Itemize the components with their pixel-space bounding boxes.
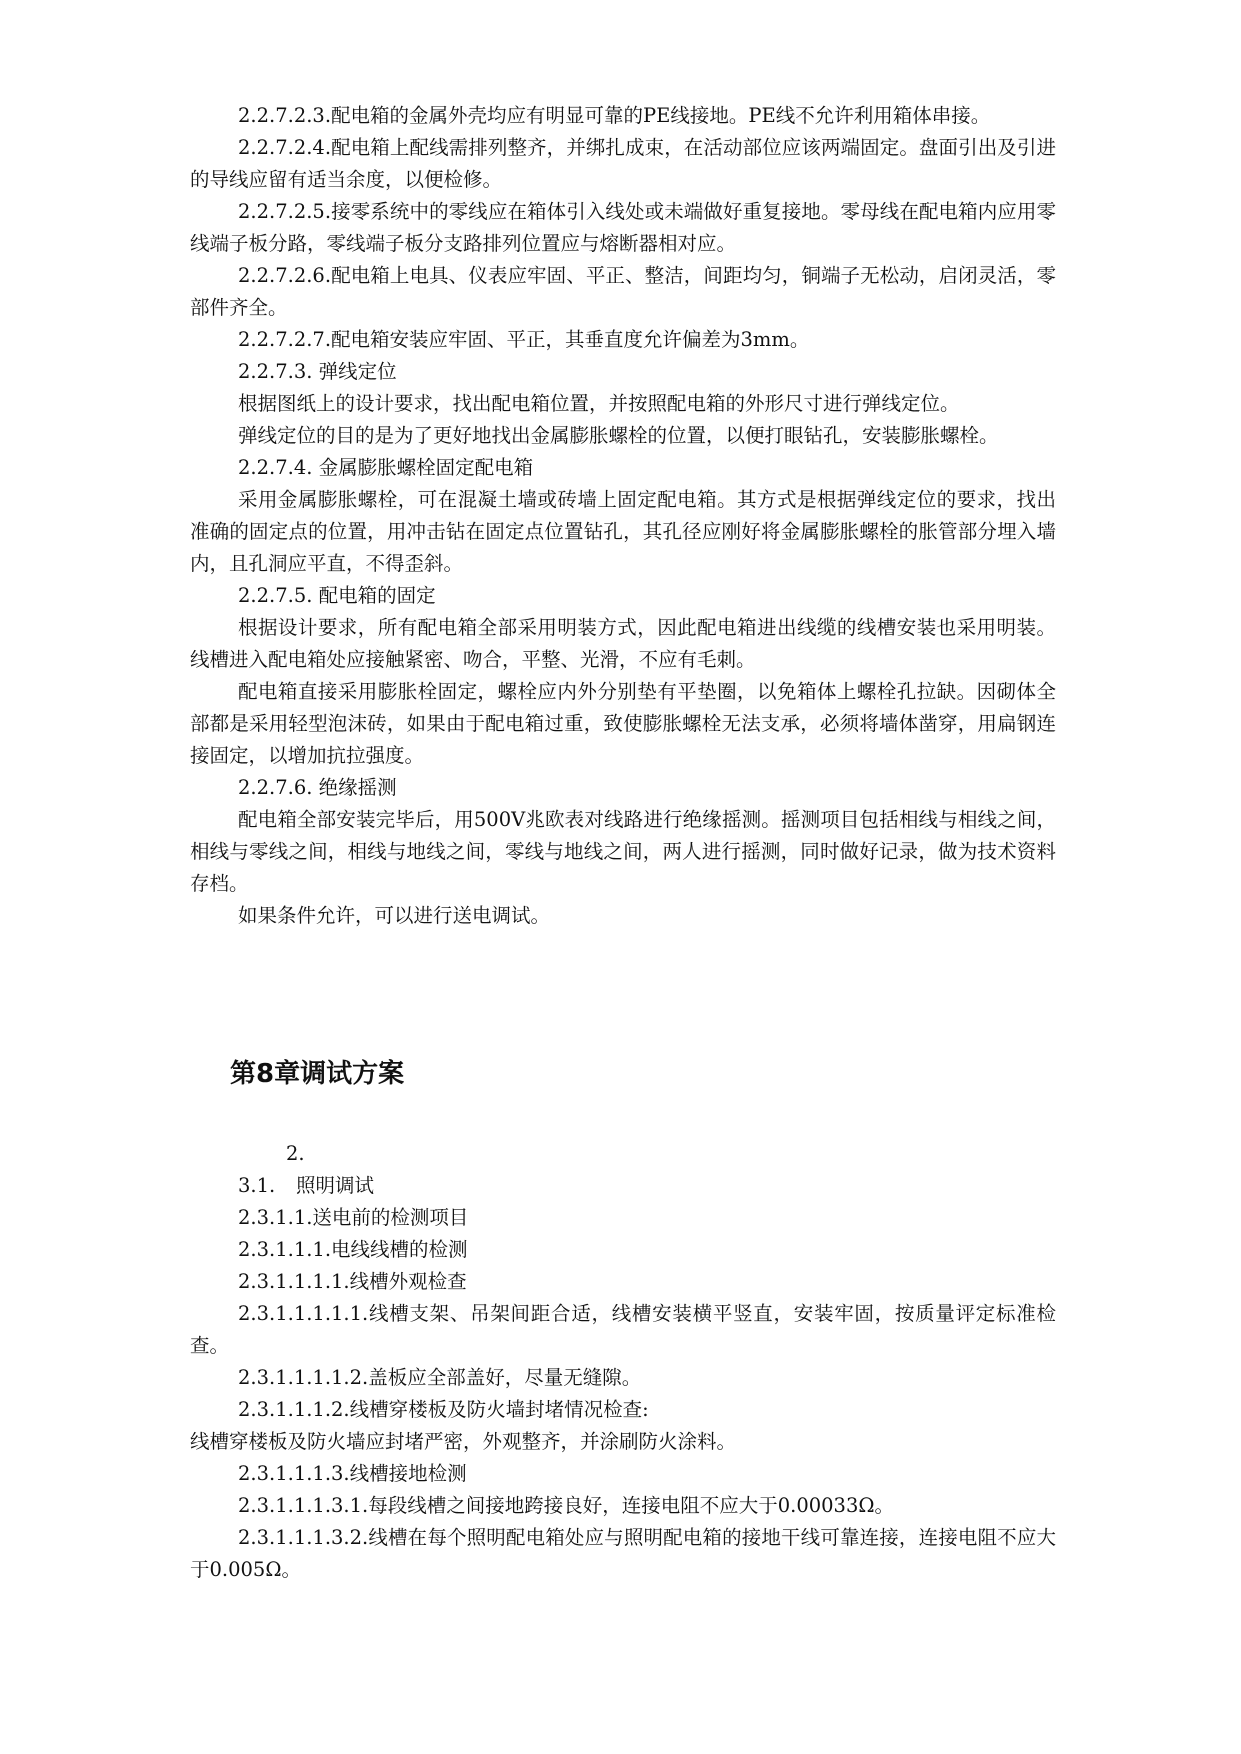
paragraph: 配电箱直接采用膨胀栓固定，螺栓应内外分别垫有平垫圈，以免箱体上螺栓孔拉缺。因砌体全部都是采用轻型泡沫砖，如果由于配电箱过重，致使膨胀螺栓无法支承，必须将墙体凿穿，用扁钢连接固定，以增加抗拉强度。 [190, 680, 1056, 767]
subsection-heading: 2.3.1.1.1.1.线槽外观检查 [238, 1270, 467, 1293]
subsection-heading: 2.2.7.5. 配电箱的固定 [238, 584, 436, 607]
subsection-heading: 2.2.7.6. 绝缘摇测 [238, 776, 397, 799]
paragraph: 根据设计要求，所有配电箱全部采用明装方式，因此配电箱进出线缆的线槽安装也采用明装。线槽进入配电箱处应接触紧密、吻合，平整、光滑，不应有毛刺。 [190, 616, 1056, 671]
paragraph: 2.3.1.1.1.3.2.线槽在每个照明配电箱处应与照明配电箱的接地干线可靠连接，连接电阻不应大于0.005Ω。 [190, 1526, 1056, 1581]
chapter-title: 第8章调试方案 [230, 1059, 405, 1089]
paragraph: 2.3.1.1.1.3.1.每段线槽之间接地跨接良好，连接电阻不应大于0.00033Ω。 [238, 1494, 895, 1517]
subsection-heading: 2.3.1.1.1.电线线槽的检测 [238, 1238, 468, 1261]
paragraph: 2.2.7.2.4.配电箱上配线需排列整齐，并绑扎成束，在活动部位应该两端固定。盘面引出及引进的导线应留有适当余度，以便检修。 [190, 136, 1056, 191]
subsection-heading: 2.3.1.1.送电前的检测项目 [238, 1206, 469, 1229]
section-2-3-1-text [190, 1138, 1056, 1586]
section-heading [190, 1138, 1056, 1202]
paragraph: 2.3.1.1.1.1.1.线槽支架、吊架间距合适，线槽安装横平竖直，安装牢固，按质量评定标准检查。 [190, 1302, 1056, 1357]
paragraph: 2.2.7.2.5.接零系统中的零线应在箱体引入线处或未端做好重复接地。零母线在配电箱内应用零线端子板分路，零线端子板分支路排列位置应与熔断器相对应。 [190, 200, 1056, 255]
paragraph: 采用金属膨胀螺栓，可在混凝土墙或砖墙上固定配电箱。其方式是根据弹线定位的要求，找出准确的固定点的位置，用冲击钻在固定点位置钻孔，其孔径应刚好将金属膨胀螺栓的胀管部分埋入墙内，且孔洞应平直，不得歪斜。 [190, 488, 1056, 575]
section-2-2-7-text [190, 100, 1056, 932]
section-title: 照明调试 [296, 1174, 375, 1197]
subsection-heading: 2.2.7.4. 金属膨胀螺栓固定配电箱 [238, 456, 534, 479]
paragraph: 配电箱全部安装完毕后，用500V兆欧表对线路进行绝缘摇测。摇测项目包括相线与相线之间，相线与零线之间，相线与地线之间，零线与地线之间，两人进行摇测，同时做好记录，做为技术资料存档。 [190, 808, 1056, 895]
paragraph: 弹线定位的目的是为了更好地找出金属膨胀螺栓的位置，以便打眼钻孔，安装膨胀螺栓。 [238, 424, 999, 447]
document-page [190, 100, 1056, 1586]
paragraph: 根据图纸上的设计要求，找出配电箱位置，并按照配电箱的外形尺寸进行弹线定位。 [238, 392, 960, 415]
paragraph: 2.2.7.2.3.配电箱的金属外壳均应有明显可靠的PE线接地。PE线不允许利用箱体串接。 [238, 104, 991, 127]
paragraph: 2.3.1.1.1.2.线槽穿楼板及防火墙封堵情况检查: [238, 1398, 649, 1421]
subsection-heading: 2.3.1.1.1.3.线槽接地检测 [238, 1462, 467, 1485]
subsection-heading: 2.2.7.3. 弹线定位 [238, 360, 397, 383]
paragraph: 如果条件允许，可以进行送电调试。 [238, 904, 551, 927]
spacer [190, 1092, 1056, 1138]
section-number: 2.3.1. [238, 1142, 305, 1197]
paragraph: 2.2.7.2.6.配电箱上电具、仪表应牢固、平正、整洁，间距均匀，铜端子无松动，启闭灵活，零部件齐全。 [190, 264, 1056, 319]
paragraph: 线槽穿楼板及防火墙应封堵严密，外观整齐，并涂刷防火涂料。 [190, 1430, 737, 1453]
paragraph: 2.3.1.1.1.1.2.盖板应全部盖好，尽量无缝隙。 [238, 1366, 642, 1389]
paragraph: 2.2.7.2.7.配电箱安装应牢固、平正，其垂直度允许偏差为3mm。 [238, 328, 810, 351]
